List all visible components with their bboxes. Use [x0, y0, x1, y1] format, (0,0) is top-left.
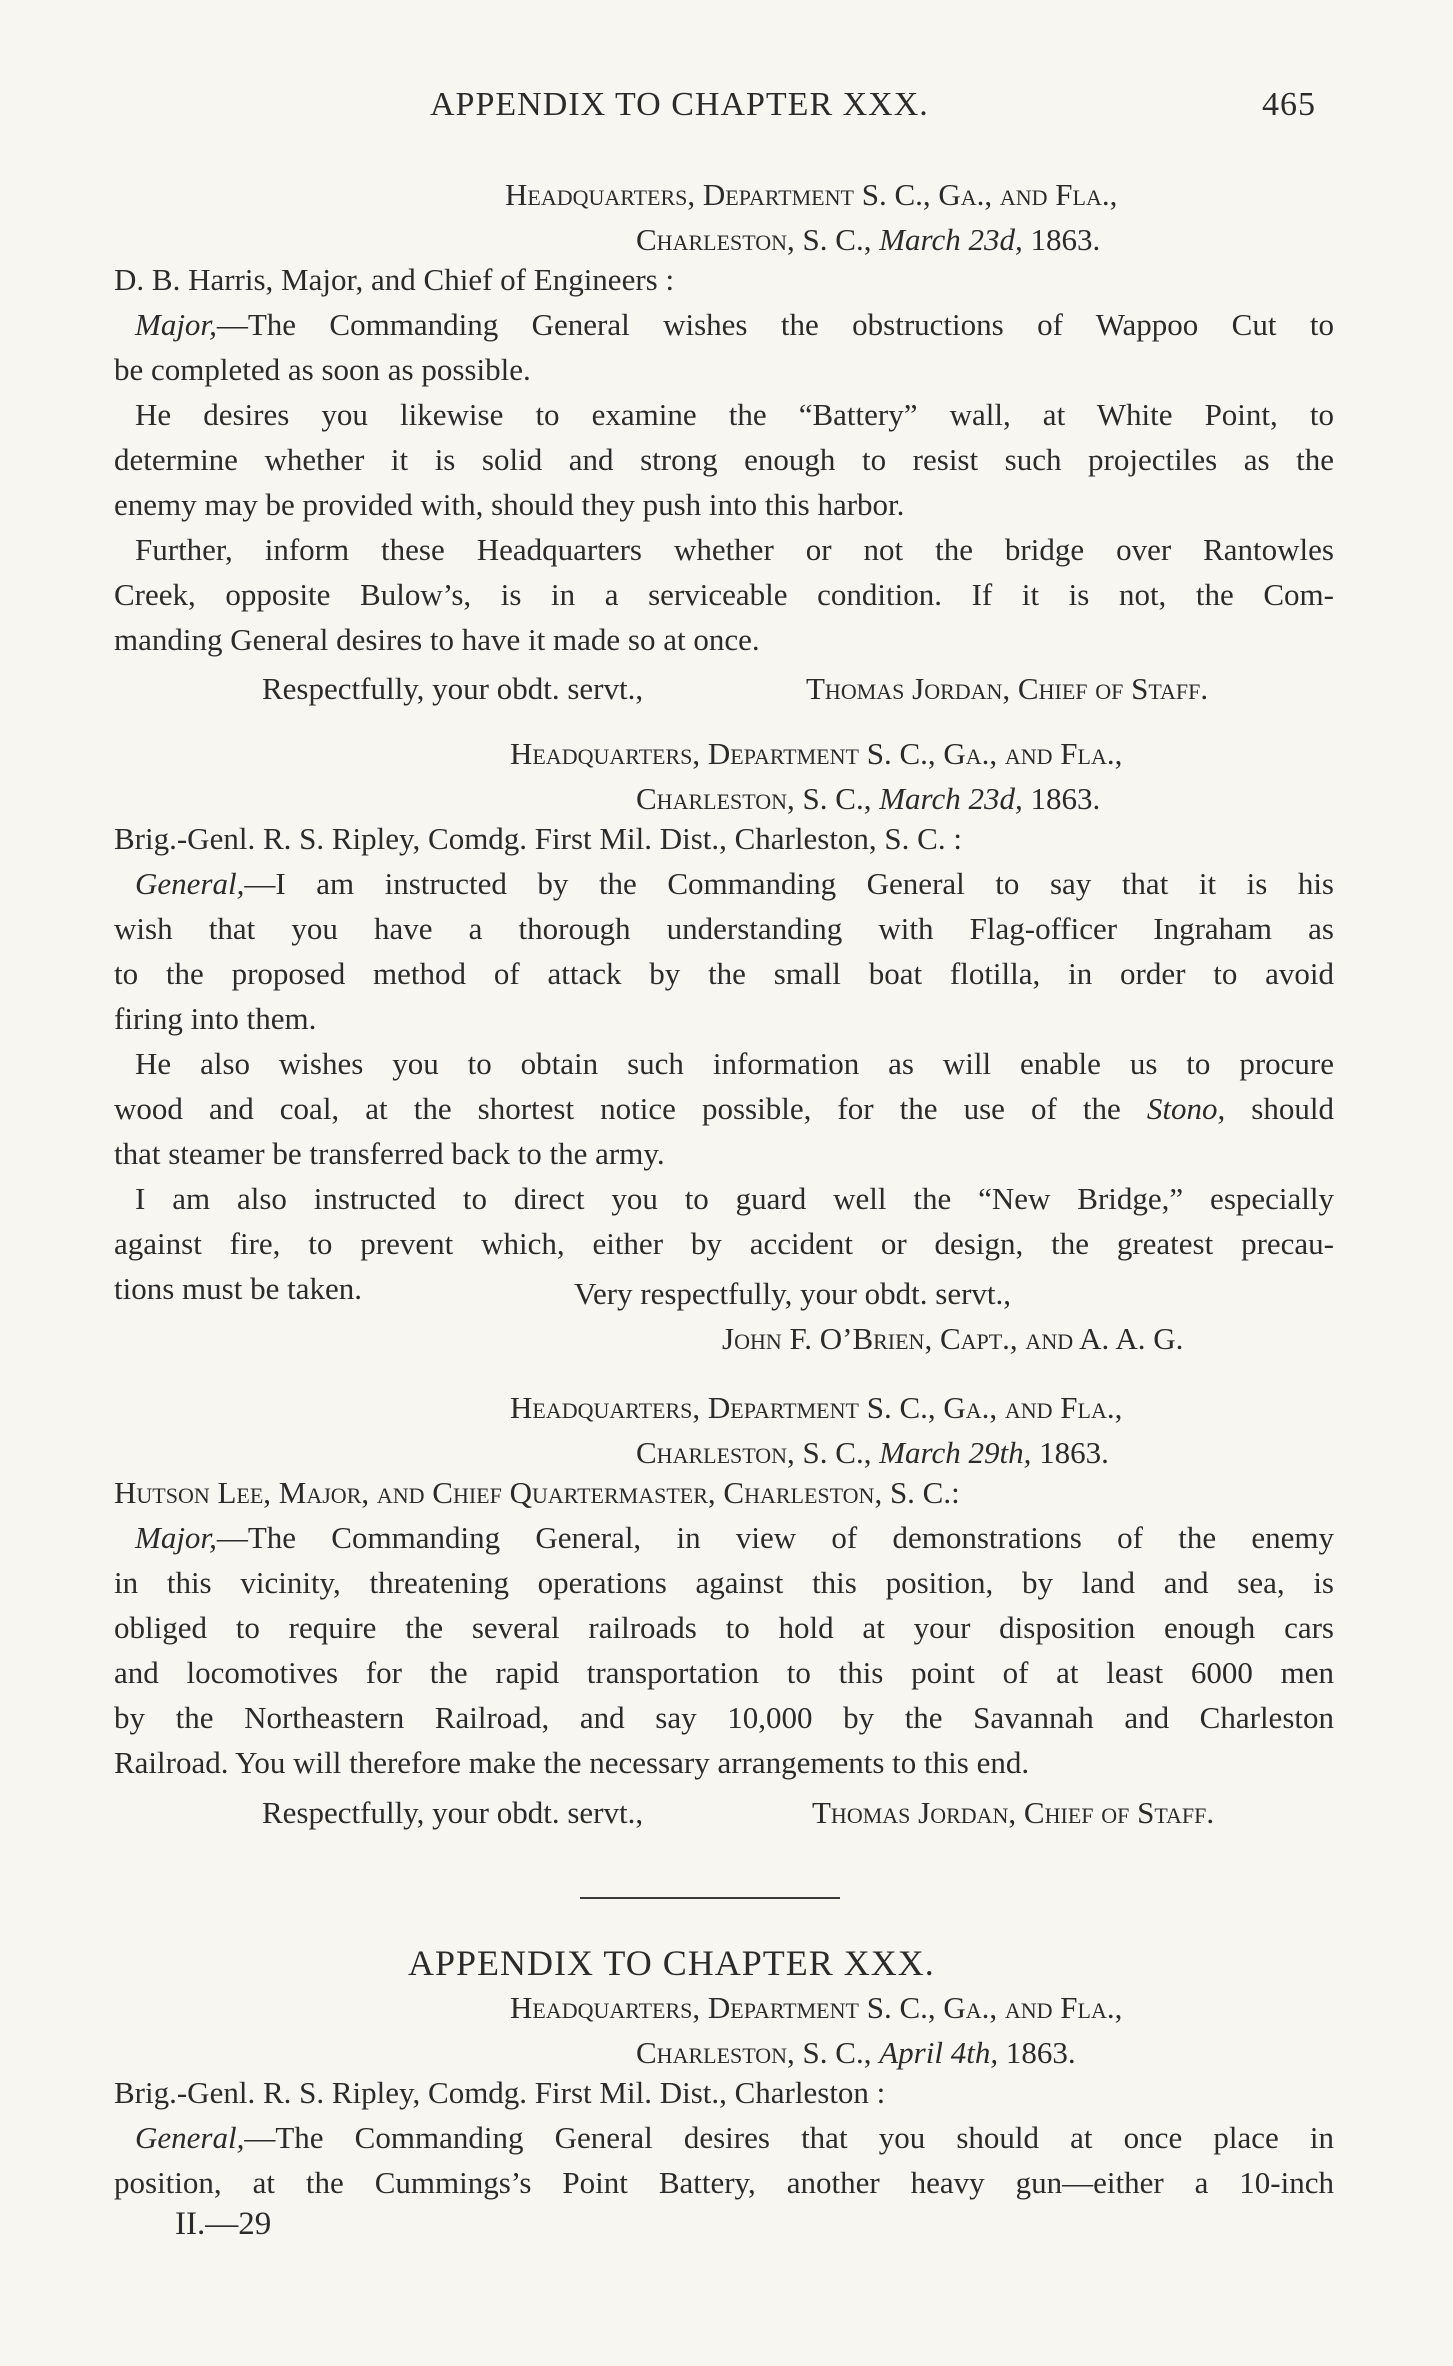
- text-line: against fire, to prevent which, either by accident or design, the greatest precau-: [114, 1226, 1334, 1261]
- text-line: Major,—The Commanding General, in view of demonstrations of the enemy: [135, 1520, 1334, 1555]
- text-line: Further, inform these Headquarters whether or not the bridge over Rantowles: [135, 532, 1334, 567]
- letter-date: March 29th,: [879, 1435, 1032, 1470]
- text-line: and locomotives for the rapid transportation to this point of at least 6000 men: [114, 1655, 1334, 1690]
- letter-heading: Headquarters, Department S. C., Ga., and Fla.,: [510, 1390, 1123, 1425]
- salutation: Major,: [135, 307, 217, 342]
- letter-place: Charleston, S. C.,: [636, 1435, 880, 1470]
- text-line: position, at the Cummings’s Point Battery, another heavy gun—either a 10-inch: [114, 2165, 1334, 2200]
- addressee: Brig.-Genl. R. S. Ripley, Comdg. First Mil. Dist., Charleston :: [114, 2075, 886, 2110]
- letter-place: Charleston, S. C.,: [636, 222, 880, 257]
- text-line: General,—I am instructed by the Commanding General to say that it is his: [135, 866, 1334, 901]
- section-title: APPENDIX TO CHAPTER XXX.: [408, 1943, 935, 1983]
- text-line: Railroad. You will therefore make the necessary arrangements to this end.: [114, 1745, 1030, 1780]
- text-line: wish that you have a thorough understanding with Flag-officer Ingraham as: [114, 911, 1334, 946]
- text-line: that steamer be transferred back to the army.: [114, 1136, 665, 1171]
- signature: Thomas Jordan, Chief of Staff.: [806, 671, 1209, 706]
- text-line: manding General desires to have it made so at once.: [114, 622, 760, 657]
- text-line: tions must be taken.: [114, 1271, 362, 1306]
- letter-year: 1863.: [998, 2035, 1076, 2070]
- signature: John F. O’Brien, Capt., and A. A. G.: [722, 1321, 1184, 1356]
- text-line: Creek, opposite Bulow’s, is in a serviceable condition. If it is not, the Com-: [114, 577, 1334, 612]
- text-line: firing into them.: [114, 1001, 317, 1036]
- page-number: 465: [1262, 86, 1316, 123]
- text-line: enemy may be provided with, should they push into this harbor.: [114, 487, 905, 522]
- letter-place-date: [636, 776, 1100, 821]
- letter-place-date: [636, 1430, 1109, 1475]
- letter-place: Charleston, S. C.,: [636, 2035, 880, 2070]
- addressee: Hutson Lee, Major, and Chief Quartermaster, Charleston, S. C.:: [114, 1475, 960, 1510]
- text-line: in this vicinity, threatening operations against this position, by land and sea, is: [114, 1565, 1334, 1600]
- signature-mark: II.—29: [175, 2206, 272, 2242]
- text-line: to the proposed method of attack by the small boat flotilla, in order to avoid: [114, 956, 1334, 991]
- letter-place: Charleston, S. C.,: [636, 781, 880, 816]
- letter-heading: Headquarters, Department S. C., Ga., and Fla.,: [505, 177, 1118, 212]
- letter-place-date: [636, 2030, 1076, 2075]
- text-line: by the Northeastern Railroad, and say 10,000 by the Savannah and Charleston: [114, 1700, 1334, 1735]
- salutation: Major,: [135, 1520, 217, 1555]
- salutation: General,: [135, 2120, 245, 2155]
- ship-name: Stono,: [1146, 1091, 1226, 1126]
- addressee: D. B. Harris, Major, and Chief of Engineers :: [114, 262, 675, 297]
- letter-heading: Headquarters, Department S. C., Ga., and Fla.,: [510, 1990, 1123, 2025]
- letter-date: March 23d,: [879, 781, 1023, 816]
- text-line: I am also instructed to direct you to guard well the “New Bridge,” especially: [135, 1181, 1334, 1216]
- text-line: He desires you likewise to examine the “Battery” wall, at White Point, to: [135, 397, 1334, 432]
- closing: Respectfully, your obdt. servt.,: [262, 671, 644, 706]
- letter-place-date: [636, 217, 1100, 262]
- text-line: be completed as soon as possible.: [114, 352, 531, 387]
- signature: Thomas Jordan, Chief of Staff.: [812, 1795, 1215, 1830]
- text-line: wood and coal, at the shortest notice possible, for the use of the Stono, should: [114, 1091, 1334, 1126]
- closing: Very respectfully, your obdt. servt.,: [574, 1276, 1012, 1311]
- letter-year: 1863.: [1022, 222, 1101, 257]
- text-line: He also wishes you to obtain such information as will enable us to procure: [135, 1046, 1334, 1081]
- section-rule: [580, 1897, 840, 1899]
- text-line: Major,—The Commanding General wishes the obstructions of Wappoo Cut to: [135, 307, 1334, 342]
- text-line: General,—The Commanding General desires that you should at once place in: [135, 2120, 1334, 2155]
- letter-heading: Headquarters, Department S. C., Ga., and Fla.,: [510, 736, 1123, 771]
- salutation: General,: [135, 866, 245, 901]
- running-head-title: APPENDIX TO CHAPTER XXX.: [430, 86, 929, 123]
- closing: Respectfully, your obdt. servt.,: [262, 1795, 644, 1830]
- letter-year: 1863.: [1031, 1435, 1109, 1470]
- letter-year: 1863.: [1022, 781, 1101, 816]
- text-line: determine whether it is solid and strong enough to resist such projectiles as the: [114, 442, 1334, 477]
- addressee: Brig.-Genl. R. S. Ripley, Comdg. First Mil. Dist., Charleston, S. C. :: [114, 821, 962, 856]
- text-line: obliged to require the several railroads to hold at your disposition enough cars: [114, 1610, 1334, 1645]
- letter-date: April 4th,: [879, 2035, 999, 2070]
- letter-date: March 23d,: [879, 222, 1023, 257]
